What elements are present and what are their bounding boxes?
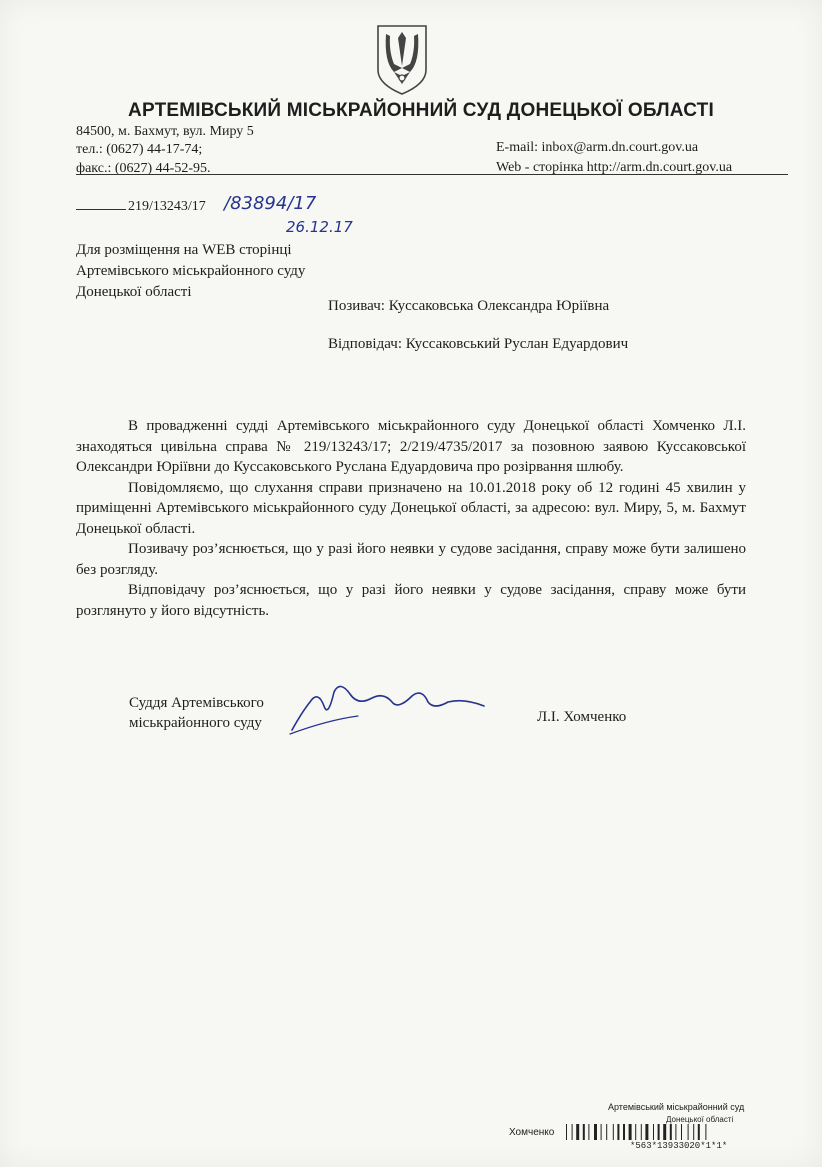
footer-region: Донецької області	[666, 1115, 734, 1124]
court-email: E-mail: inbox@arm.dn.court.gov.ua	[496, 140, 699, 155]
handwritten-signature	[288, 672, 488, 736]
recipient-line-2: Артемівського міськрайонного суду	[76, 263, 306, 279]
body-paragraph-defendant-notice: Відповідачу роз’яснюється, що у разі його неявки у судове засідання, справу може бути розглянуто у його відсутність.	[76, 582, 746, 619]
recipient-line-1: Для розміщення на WEB сторінці	[76, 242, 292, 258]
case-reference: 219/13243/17	[128, 199, 206, 214]
body-paragraph-case: В провадженні судді Артемівського міськрайонного суду Донецької області Хомченко Л.І. знаходяться цивільна справа № 219/13243/17; 2/219/4735/2017 за позовною заявою Куссаковської Олександри Юріївни до Куссаковського Руслана Едуардовича про розірвання шлюбу.	[76, 418, 746, 475]
handwritten-registration-date: 26.12.17	[286, 218, 353, 236]
handwritten-registration-number: /83894/17	[224, 193, 317, 214]
barcode-number: *563*13933020*1*1*	[630, 1141, 728, 1151]
judge-name: Л.І. Хомченко	[537, 709, 627, 725]
judge-title-block	[129, 693, 264, 733]
recipient-line-3: Донецької області	[76, 284, 192, 300]
judge-title-line-1: Суддя Артемівського	[129, 695, 264, 711]
barcode	[566, 1124, 796, 1140]
recipient-block	[76, 240, 305, 303]
court-phone: тел.: (0627) 44-17-74;	[76, 142, 203, 157]
body-paragraph-hearing: Повідомляємо, що слухання справи призначено на 10.01.2018 року об 12 годині 45 хвилин у приміщенні Артемівського міськрайонного суду Донецької області, за адресою: вул. Миру, 5, м. Бахмут Донецької області.	[76, 479, 746, 537]
court-name-heading: АРТЕМІВСЬКИЙ МІСЬКРАЙОННИЙ СУД ДОНЕЦЬКОЇ ОБЛАСТІ	[128, 100, 714, 121]
court-website: Web - сторінка http://arm.dn.court.gov.ua	[496, 160, 733, 175]
judge-title-line-2: міськрайонного суду	[129, 715, 262, 731]
notice-body	[76, 416, 746, 621]
court-fax: факс.: (0627) 44-52-95.	[76, 161, 211, 176]
header-divider	[76, 174, 788, 175]
registration-line	[76, 199, 206, 215]
footer-judge-name: Хомченко	[509, 1127, 555, 1138]
footer-court-name: Артемівський міськрайонний суд	[608, 1102, 745, 1112]
registration-blank	[76, 209, 126, 210]
body-paragraph-plaintiff-notice: Позивачу роз’яснюється, що у разі його неявки у судове засідання, справу може бути залишено без розгляду.	[76, 541, 746, 578]
defendant-line: Відповідач: Куссаковський Руслан Едуардович	[328, 336, 629, 352]
court-address: 84500, м. Бахмут, вул. Миру 5	[76, 124, 254, 139]
plaintiff-line: Позивач: Куссаковська Олександра Юріївна	[328, 298, 610, 314]
ukraine-trident-emblem	[374, 22, 430, 96]
